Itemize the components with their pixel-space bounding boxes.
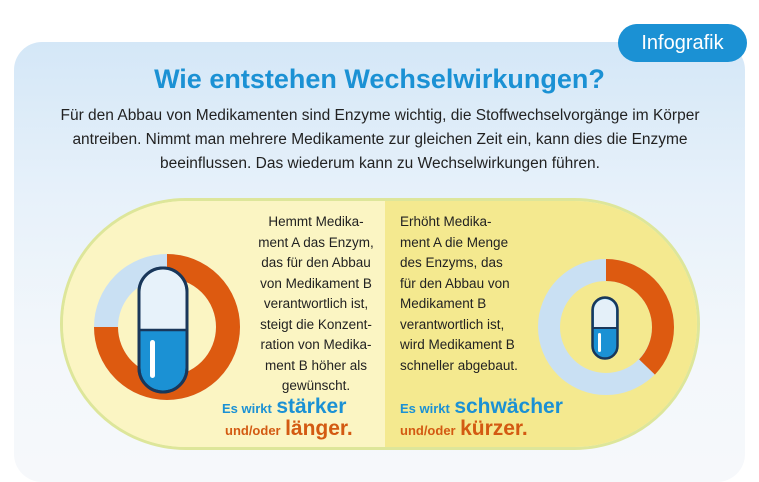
right-effect-line2: [400, 418, 528, 439]
left-description: Hemmt Medika- ment A das Enzym, das für den Abbau von Medikament B verantwortlich ist, steigt die Konzent- ration von Medika- ment B höher als gewünscht.: [258, 214, 374, 393]
left-effect-main: stärker: [276, 395, 347, 418]
right-effect-second: kürzer.: [460, 417, 528, 440]
infografik-badge: Infografik: [618, 24, 747, 62]
right-effect-line1: [400, 396, 563, 417]
right-description: Erhöht Medika- ment A die Menge des Enzyms, das für den Abbau von Medikament B verantwortlich ist, wird Medikament B schneller abgebaut.: [400, 214, 518, 373]
intro-text: Für den Abbau von Medikamenten sind Enzyme wichtig, die Stoffwechselvorgänge im Körper antreiben. Nimmt man mehrere Medikamente zur gleichen Zeit ein, kann dies die Enzyme beeinflussen. Das wiederum kann zu Wechselwirkungen führen.: [60, 107, 700, 172]
right-effect-or: und/oder: [400, 423, 456, 438]
left-effect-line1: [222, 396, 346, 417]
right-effect-prefix: Es wirkt: [400, 401, 450, 416]
left-effect-second: länger.: [285, 417, 353, 440]
left-effect-line2: [225, 418, 353, 439]
capsule-small-icon: [591, 296, 619, 360]
right-effect-main: schwächer: [454, 395, 563, 418]
page-title: Wie entstehen Wechselwirkungen?: [154, 64, 605, 94]
left-effect-prefix: Es wirkt: [222, 401, 272, 416]
capsule-large-icon: [137, 266, 189, 394]
left-effect-or: und/oder: [225, 423, 281, 438]
